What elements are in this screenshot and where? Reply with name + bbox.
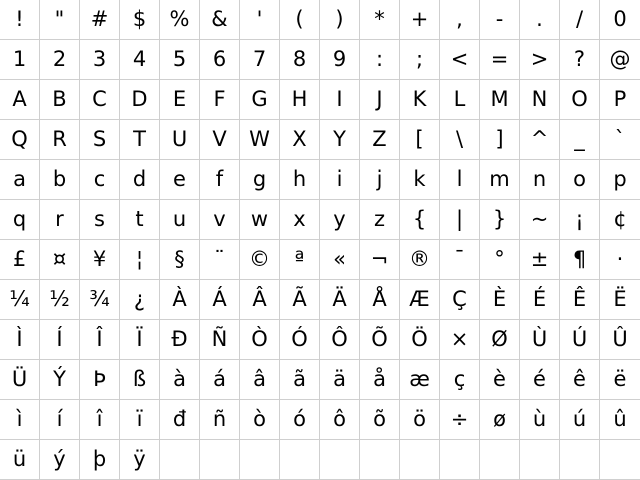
glyph-cell[interactable]: c: [80, 160, 120, 200]
glyph-cell[interactable]: <: [440, 40, 480, 80]
glyph-cell[interactable]: 6: [200, 40, 240, 80]
glyph-cell[interactable]: O: [560, 80, 600, 120]
glyph-cell[interactable]: ï: [120, 400, 160, 440]
glyph-cell[interactable]: W: [240, 120, 280, 160]
glyph-cell[interactable]: .: [520, 0, 560, 40]
glyph-cell[interactable]: Ò: [240, 320, 280, 360]
glyph-cell[interactable]: M: [480, 80, 520, 120]
glyph-cell[interactable]: ÷: [440, 400, 480, 440]
glyph-cell[interactable]: v: [200, 200, 240, 240]
glyph-cell[interactable]: Ð: [160, 320, 200, 360]
glyph-cell[interactable]: %: [160, 0, 200, 40]
glyph-cell[interactable]: Ø: [480, 320, 520, 360]
glyph-cell[interactable]: p: [600, 160, 640, 200]
glyph-cell-empty[interactable]: [320, 440, 360, 480]
glyph-cell[interactable]: m: [480, 160, 520, 200]
glyph-cell[interactable]: #: [80, 0, 120, 40]
glyph-cell[interactable]: ª: [280, 240, 320, 280]
glyph-cell[interactable]: å: [360, 360, 400, 400]
glyph-cell[interactable]: đ: [160, 400, 200, 440]
glyph-cell[interactable]: q: [0, 200, 40, 240]
glyph-cell[interactable]: u: [160, 200, 200, 240]
glyph-cell[interactable]: Ó: [280, 320, 320, 360]
glyph-cell-empty[interactable]: [280, 440, 320, 480]
glyph-cell[interactable]: +: [400, 0, 440, 40]
glyph-cell[interactable]: E: [160, 80, 200, 120]
glyph-cell[interactable]: û: [600, 400, 640, 440]
glyph-cell[interactable]: V: [200, 120, 240, 160]
glyph-cell[interactable]: Z: [360, 120, 400, 160]
glyph-cell[interactable]: S: [80, 120, 120, 160]
glyph-cell[interactable]: C: [80, 80, 120, 120]
glyph-cell[interactable]: ¢: [600, 200, 640, 240]
glyph-cell[interactable]: õ: [360, 400, 400, 440]
glyph-cell[interactable]: &: [200, 0, 240, 40]
glyph-cell[interactable]: ;: [400, 40, 440, 80]
glyph-cell[interactable]: F: [200, 80, 240, 120]
glyph-cell[interactable]: Ú: [560, 320, 600, 360]
glyph-cell[interactable]: _: [560, 120, 600, 160]
glyph-cell-empty[interactable]: [600, 440, 640, 480]
glyph-cell[interactable]: 4: [120, 40, 160, 80]
glyph-cell[interactable]: @: [600, 40, 640, 80]
glyph-cell[interactable]: à: [160, 360, 200, 400]
glyph-cell[interactable]: z: [360, 200, 400, 240]
glyph-cell[interactable]: J: [360, 80, 400, 120]
glyph-cell-empty[interactable]: [240, 440, 280, 480]
glyph-cell[interactable]: w: [240, 200, 280, 240]
glyph-cell[interactable]: L: [440, 80, 480, 120]
glyph-cell[interactable]: ä: [320, 360, 360, 400]
glyph-cell[interactable]: ®: [400, 240, 440, 280]
glyph-cell[interactable]: 8: [280, 40, 320, 80]
glyph-cell[interactable]: 5: [160, 40, 200, 80]
glyph-cell[interactable]: 9: [320, 40, 360, 80]
glyph-cell[interactable]: b: [40, 160, 80, 200]
glyph-cell[interactable]: Ü: [0, 360, 40, 400]
glyph-cell[interactable]: j: [360, 160, 400, 200]
glyph-cell[interactable]: 1: [0, 40, 40, 80]
glyph-cell[interactable]: Y: [320, 120, 360, 160]
glyph-cell[interactable]: ¥: [80, 240, 120, 280]
glyph-cell[interactable]: k: [400, 160, 440, 200]
glyph-cell[interactable]: $: [120, 0, 160, 40]
glyph-cell[interactable]: \: [440, 120, 480, 160]
glyph-cell[interactable]: À: [160, 280, 200, 320]
glyph-cell[interactable]: Ë: [600, 280, 640, 320]
glyph-cell[interactable]: Õ: [360, 320, 400, 360]
glyph-cell[interactable]: 2: [40, 40, 80, 80]
glyph-cell[interactable]: T: [120, 120, 160, 160]
glyph-cell[interactable]: (: [280, 0, 320, 40]
glyph-cell[interactable]: o: [560, 160, 600, 200]
glyph-cell[interactable]: ¿: [120, 280, 160, 320]
glyph-cell[interactable]: ã: [280, 360, 320, 400]
glyph-cell[interactable]: Q: [0, 120, 40, 160]
glyph-cell[interactable]: Ä: [320, 280, 360, 320]
glyph-cell[interactable]: ÿ: [120, 440, 160, 480]
glyph-cell[interactable]: ·: [600, 240, 640, 280]
glyph-cell[interactable]: â: [240, 360, 280, 400]
glyph-cell[interactable]: ¶: [560, 240, 600, 280]
glyph-cell[interactable]: æ: [400, 360, 440, 400]
glyph-cell[interactable]: l: [440, 160, 480, 200]
glyph-cell[interactable]: Í: [40, 320, 80, 360]
glyph-cell[interactable]: ê: [560, 360, 600, 400]
glyph-cell[interactable]: Î: [80, 320, 120, 360]
glyph-cell[interactable]: |: [440, 200, 480, 240]
glyph-cell[interactable]: ": [40, 0, 80, 40]
glyph-cell[interactable]: ±: [520, 240, 560, 280]
glyph-cell[interactable]: Ì: [0, 320, 40, 360]
glyph-cell[interactable]: f: [200, 160, 240, 200]
glyph-cell[interactable]: É: [520, 280, 560, 320]
glyph-cell[interactable]: ò: [240, 400, 280, 440]
glyph-cell[interactable]: i: [320, 160, 360, 200]
glyph-cell[interactable]: {: [400, 200, 440, 240]
glyph-cell-empty[interactable]: [560, 440, 600, 480]
glyph-cell[interactable]: ó: [280, 400, 320, 440]
glyph-cell[interactable]: î: [80, 400, 120, 440]
glyph-cell[interactable]: g: [240, 160, 280, 200]
glyph-cell[interactable]: ): [320, 0, 360, 40]
glyph-cell[interactable]: §: [160, 240, 200, 280]
glyph-cell[interactable]: e: [160, 160, 200, 200]
glyph-cell[interactable]: Ê: [560, 280, 600, 320]
glyph-cell[interactable]: ¤: [40, 240, 80, 280]
glyph-cell[interactable]: ì: [0, 400, 40, 440]
glyph-cell[interactable]: s: [80, 200, 120, 240]
glyph-cell[interactable]: Ù: [520, 320, 560, 360]
glyph-cell[interactable]: ¼: [0, 280, 40, 320]
glyph-cell[interactable]: Å: [360, 280, 400, 320]
glyph-cell[interactable]: I: [320, 80, 360, 120]
glyph-cell[interactable]: Ç: [440, 280, 480, 320]
glyph-cell[interactable]: Ã: [280, 280, 320, 320]
glyph-cell[interactable]: ø: [480, 400, 520, 440]
glyph-cell[interactable]: N: [520, 80, 560, 120]
glyph-cell[interactable]: Â: [240, 280, 280, 320]
glyph-cell[interactable]: Û: [600, 320, 640, 360]
glyph-cell[interactable]: ,: [440, 0, 480, 40]
glyph-cell[interactable]: ¦: [120, 240, 160, 280]
glyph-cell[interactable]: R: [40, 120, 80, 160]
glyph-cell[interactable]: Æ: [400, 280, 440, 320]
glyph-cell[interactable]: t: [120, 200, 160, 240]
glyph-cell[interactable]: d: [120, 160, 160, 200]
glyph-cell[interactable]: !: [0, 0, 40, 40]
glyph-cell[interactable]: n: [520, 160, 560, 200]
glyph-cell[interactable]: :: [360, 40, 400, 80]
glyph-cell[interactable]: `: [600, 120, 640, 160]
glyph-cell[interactable]: Á: [200, 280, 240, 320]
glyph-cell[interactable]: ù: [520, 400, 560, 440]
glyph-cell-empty[interactable]: [520, 440, 560, 480]
glyph-cell[interactable]: h: [280, 160, 320, 200]
glyph-cell[interactable]: ü: [0, 440, 40, 480]
glyph-cell[interactable]: ': [240, 0, 280, 40]
glyph-cell-empty[interactable]: [440, 440, 480, 480]
glyph-cell[interactable]: ?: [560, 40, 600, 80]
glyph-cell[interactable]: ¡: [560, 200, 600, 240]
glyph-cell[interactable]: y: [320, 200, 360, 240]
glyph-cell[interactable]: P: [600, 80, 640, 120]
glyph-cell[interactable]: ×: [440, 320, 480, 360]
glyph-cell[interactable]: [: [400, 120, 440, 160]
glyph-cell[interactable]: °: [480, 240, 520, 280]
glyph-cell[interactable]: 3: [80, 40, 120, 80]
glyph-cell[interactable]: ¨: [200, 240, 240, 280]
glyph-cell[interactable]: ©: [240, 240, 280, 280]
glyph-cell[interactable]: ß: [120, 360, 160, 400]
glyph-cell[interactable]: K: [400, 80, 440, 120]
glyph-cell[interactable]: =: [480, 40, 520, 80]
glyph-cell[interactable]: é: [520, 360, 560, 400]
glyph-cell[interactable]: ^: [520, 120, 560, 160]
glyph-cell[interactable]: ô: [320, 400, 360, 440]
glyph-cell[interactable]: Ý: [40, 360, 80, 400]
glyph-cell[interactable]: ú: [560, 400, 600, 440]
glyph-cell[interactable]: D: [120, 80, 160, 120]
glyph-cell[interactable]: Þ: [80, 360, 120, 400]
glyph-cell[interactable]: è: [480, 360, 520, 400]
glyph-cell[interactable]: £: [0, 240, 40, 280]
glyph-cell-empty[interactable]: [200, 440, 240, 480]
glyph-cell[interactable]: Ï: [120, 320, 160, 360]
glyph-cell[interactable]: A: [0, 80, 40, 120]
glyph-cell-empty[interactable]: [480, 440, 520, 480]
glyph-cell[interactable]: í: [40, 400, 80, 440]
glyph-cell[interactable]: ~: [520, 200, 560, 240]
glyph-cell[interactable]: ]: [480, 120, 520, 160]
glyph-cell[interactable]: á: [200, 360, 240, 400]
glyph-cell[interactable]: 7: [240, 40, 280, 80]
glyph-cell[interactable]: ¯: [440, 240, 480, 280]
glyph-cell[interactable]: ç: [440, 360, 480, 400]
glyph-cell[interactable]: a: [0, 160, 40, 200]
glyph-cell[interactable]: >: [520, 40, 560, 80]
glyph-cell[interactable]: *: [360, 0, 400, 40]
glyph-cell-empty[interactable]: [160, 440, 200, 480]
glyph-cell[interactable]: U: [160, 120, 200, 160]
glyph-cell[interactable]: /: [560, 0, 600, 40]
glyph-cell[interactable]: Ö: [400, 320, 440, 360]
glyph-cell[interactable]: ñ: [200, 400, 240, 440]
glyph-cell[interactable]: «: [320, 240, 360, 280]
glyph-cell-empty[interactable]: [360, 440, 400, 480]
glyph-cell[interactable]: x: [280, 200, 320, 240]
glyph-cell[interactable]: È: [480, 280, 520, 320]
glyph-cell[interactable]: -: [480, 0, 520, 40]
glyph-cell[interactable]: X: [280, 120, 320, 160]
glyph-cell[interactable]: B: [40, 80, 80, 120]
glyph-cell[interactable]: ¾: [80, 280, 120, 320]
glyph-cell-empty[interactable]: [400, 440, 440, 480]
glyph-cell[interactable]: ö: [400, 400, 440, 440]
glyph-cell[interactable]: ½: [40, 280, 80, 320]
glyph-cell[interactable]: 0: [600, 0, 640, 40]
glyph-cell[interactable]: ý: [40, 440, 80, 480]
glyph-cell[interactable]: ë: [600, 360, 640, 400]
glyph-cell[interactable]: G: [240, 80, 280, 120]
glyph-cell[interactable]: }: [480, 200, 520, 240]
glyph-cell[interactable]: r: [40, 200, 80, 240]
glyph-cell[interactable]: Ñ: [200, 320, 240, 360]
glyph-cell[interactable]: Ô: [320, 320, 360, 360]
glyph-cell[interactable]: ¬: [360, 240, 400, 280]
glyph-cell[interactable]: þ: [80, 440, 120, 480]
glyph-cell[interactable]: H: [280, 80, 320, 120]
